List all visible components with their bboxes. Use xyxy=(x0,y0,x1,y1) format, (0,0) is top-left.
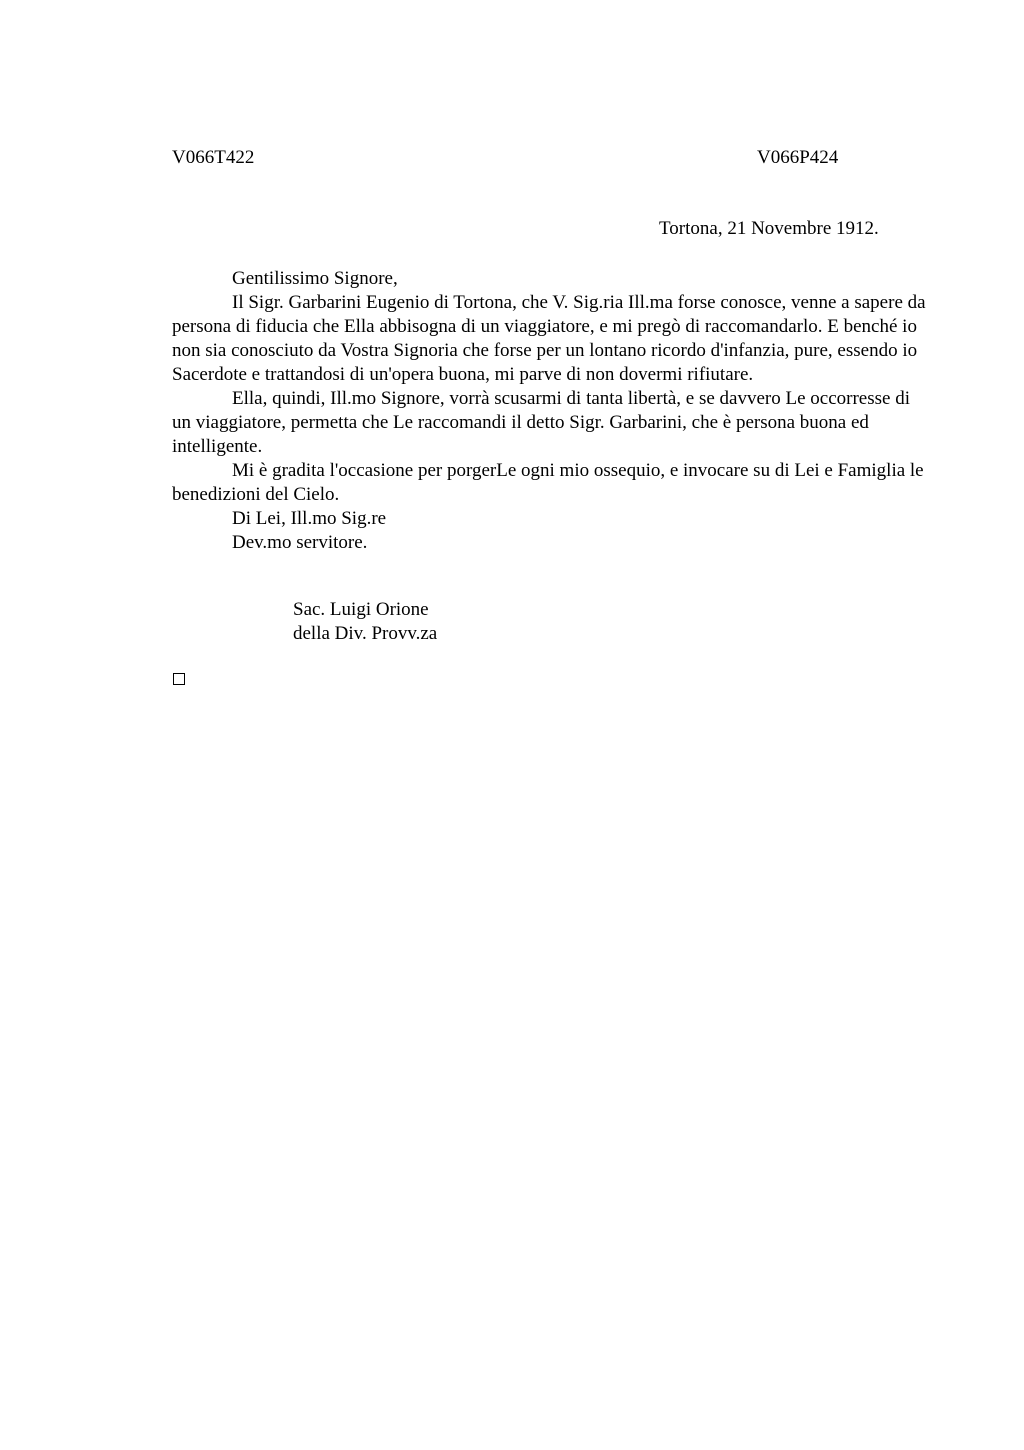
document-code-right: V066P424 xyxy=(757,147,839,168)
letter-paragraph-1: Il Sigr. Garbarini Eugenio di Tortona, che V. Sig.ria Ill.ma forse conosce, venne a sapere da persona di fiducia che Ella abbisogna di un viaggiatore, e mi pregò di raccomandarlo. E benché io non sia conosciuto da Vostra Signoria che forse per un lontano ricordo d'infanzia, pure, essendo io Sacerdote e trattandosi di un'opera buona, mi parve di non dovermi rifiutare. xyxy=(172,292,926,385)
signature-title: della Div. Provv.za xyxy=(293,623,438,644)
letter-signature xyxy=(293,598,437,646)
letter-body xyxy=(172,267,932,555)
letter-paragraph-3: Mi è gradita l'occasione per porgerLe ogni mio ossequio, e invocare su di Lei e Famiglia le benedizioni del Cielo. xyxy=(172,460,924,505)
empty-square-icon xyxy=(173,673,185,685)
letter-date: Tortona, 21 Novembre 1912. xyxy=(659,218,879,239)
letter-salutation: Gentilissimo Signore, xyxy=(232,268,398,289)
signature-name: Sac. Luigi Orione xyxy=(293,599,429,620)
letter-closing-2: Dev.mo servitore. xyxy=(232,532,368,553)
letter-paragraph-2: Ella, quindi, Ill.mo Signore, vorrà scusarmi di tanta libertà, e se davvero Le occorresse di un viaggiatore, permetta che Le raccomandi il detto Sigr. Garbarini, che è persona buona ed intelligente. xyxy=(172,388,910,457)
document-code-left: V066T422 xyxy=(172,147,255,168)
letter-closing-1: Di Lei, Ill.mo Sig.re xyxy=(232,508,387,529)
